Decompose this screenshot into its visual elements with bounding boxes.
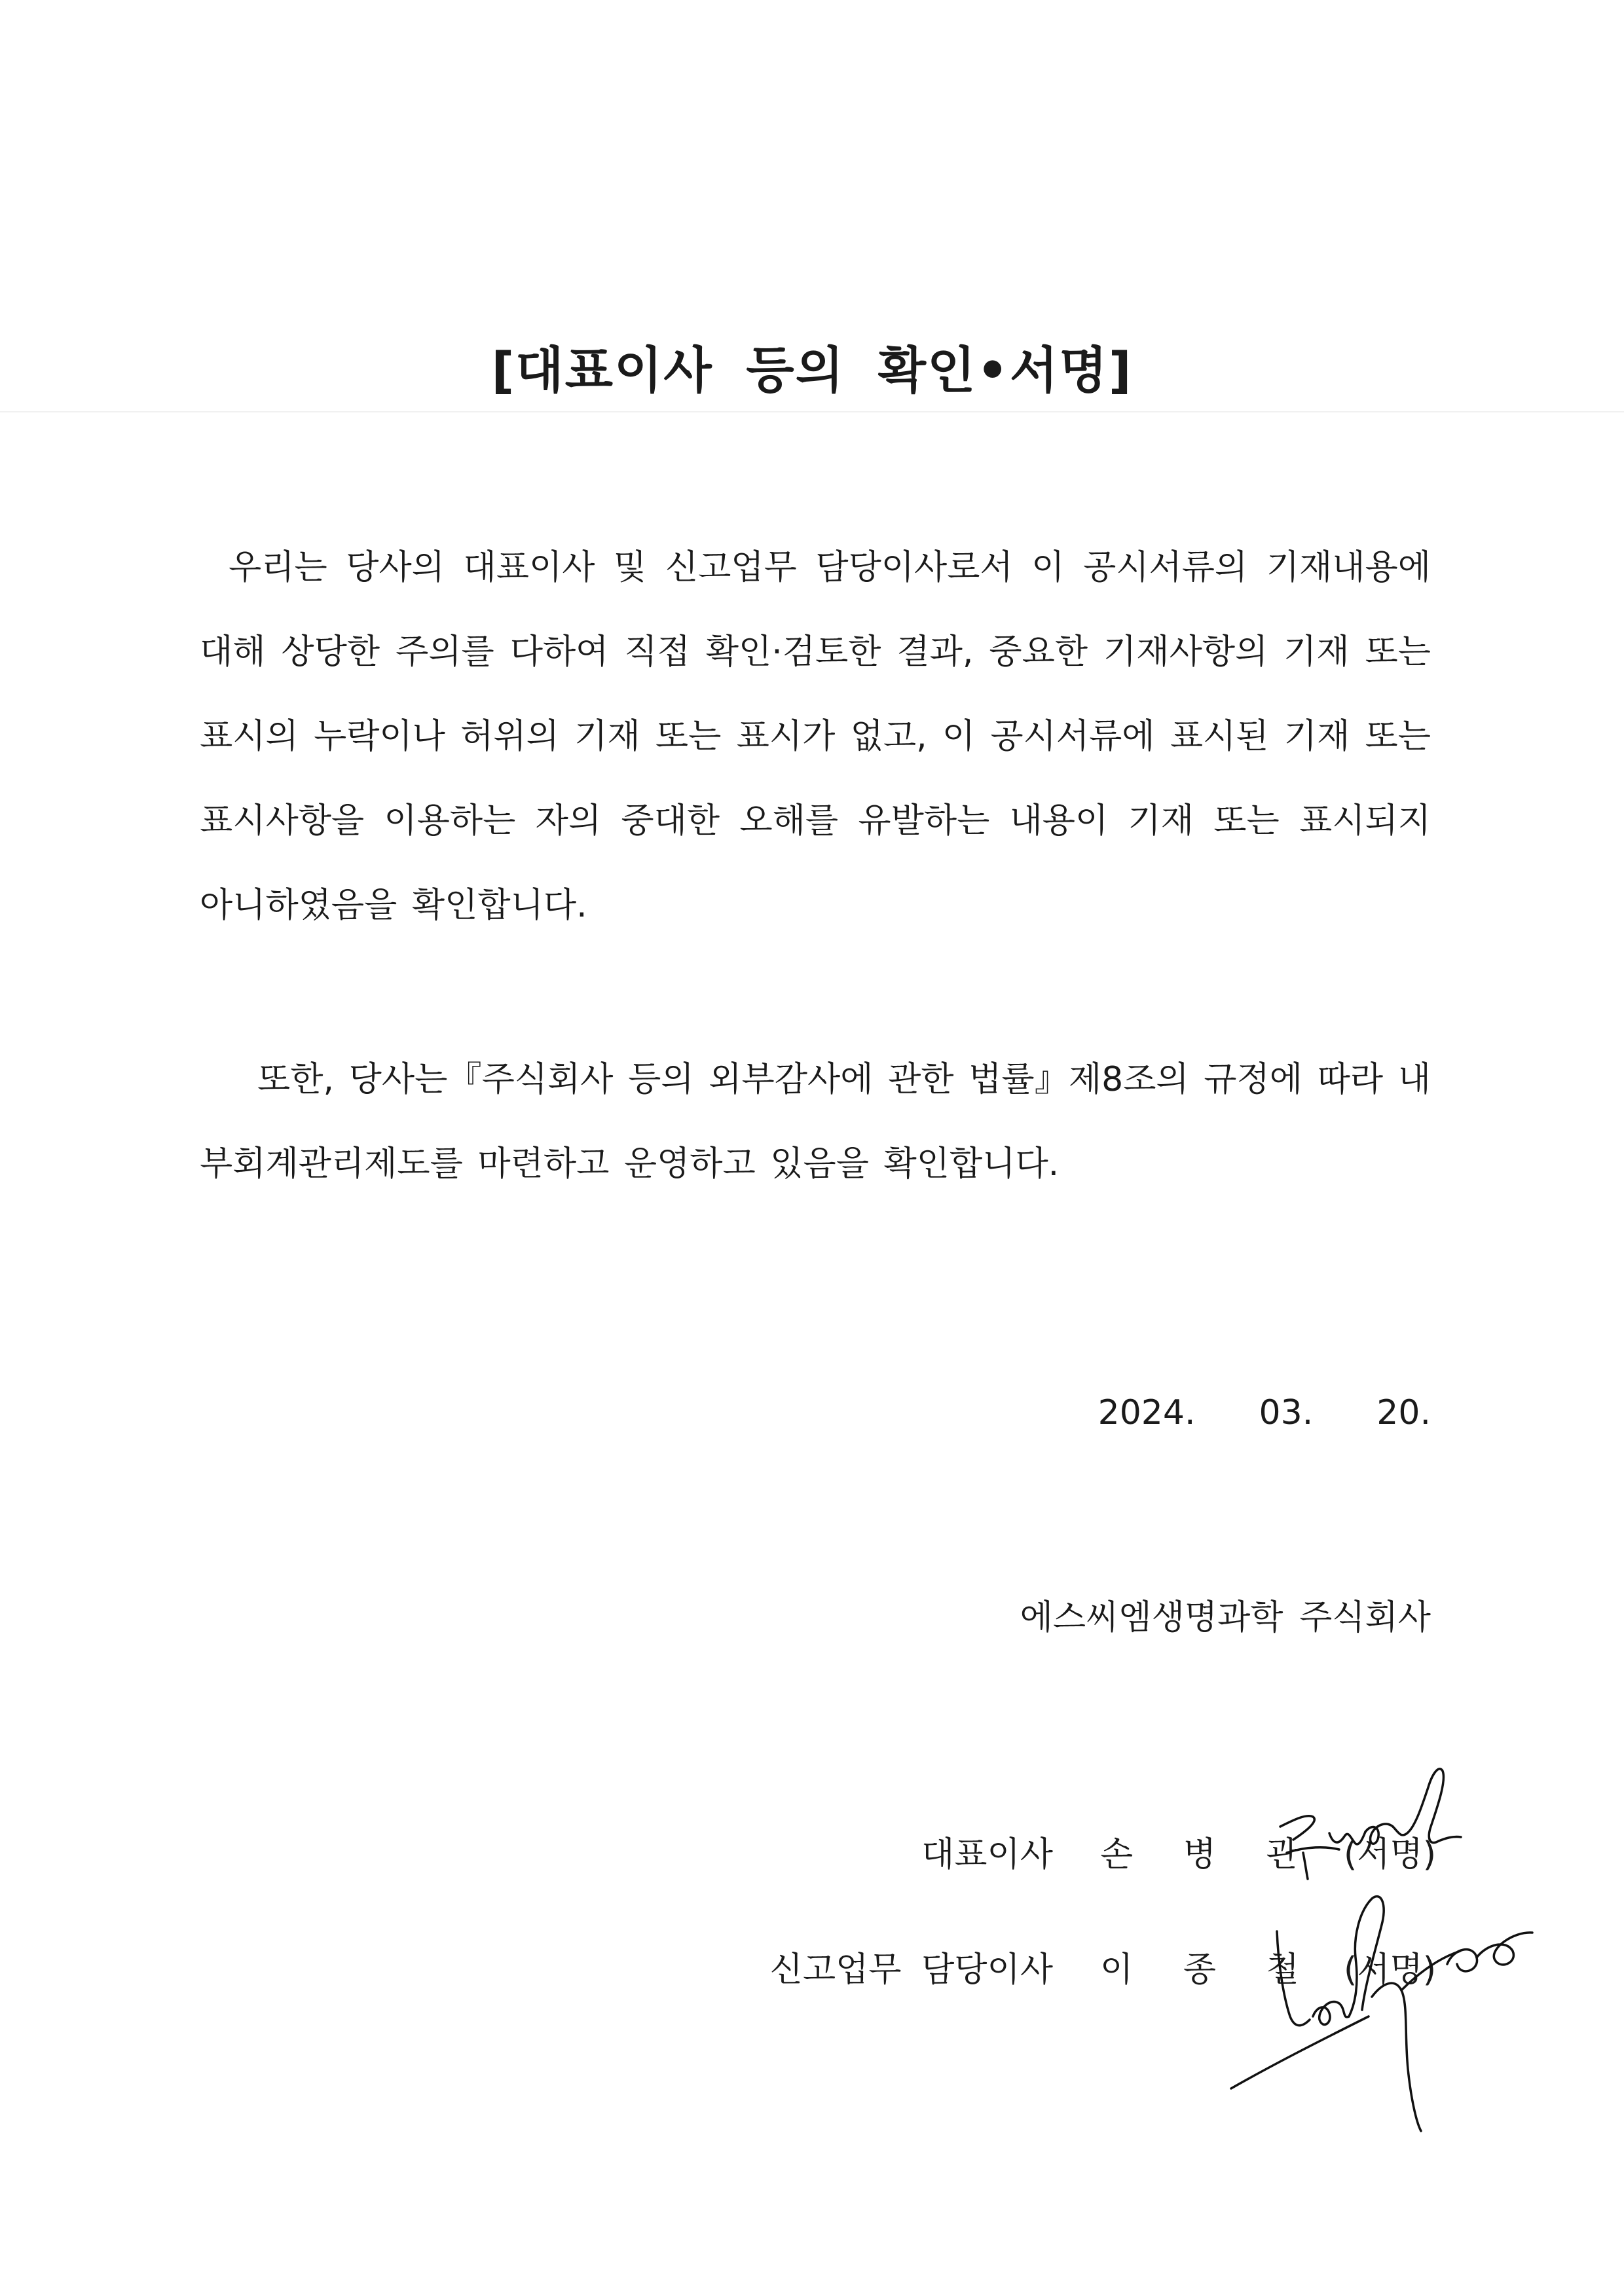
internal-control-paragraph: 또한, 당사는『주식회사 등의 외부감사에 관한 법률』제8조의 규정에 따라 내부회계관리제도를 마련하고 운영하고 있음을 확인합니다. bbox=[200, 1060, 1431, 1184]
scan-fold-line bbox=[0, 411, 1624, 412]
disclosure-director-role-label: 신고업무 담당이사 bbox=[769, 1950, 1053, 1990]
ceo-role-label: 대표이사 bbox=[921, 1835, 1053, 1874]
ceo-handwritten-signature bbox=[1267, 1755, 1483, 1892]
disclosure-director-name: 이 종 철 bbox=[1100, 1950, 1319, 1990]
confirmation-paragraph: 우리는 당사의 대표이사 및 신고업무 담당이사로서 이 공시서류의 기재내용에 대해 상당한 주의를 다하여 직접 확인·검토한 결과, 중요한 기재사항의 기재 또는 표시의 누락이나 허위의 기재 또는 표시가 없고, 이 공시서류에 표시된 기재 또는 표시사항을 이용하는 자의 중대한 오해를 유발하는 내용이 기재 또는 표시되지 아니하였음을 확인합니다. bbox=[200, 548, 1431, 925]
document-date: 2024. 03. 20. bbox=[1098, 1393, 1431, 1432]
ceo-signature-label: (서명) bbox=[1344, 1835, 1437, 1874]
disclosure-director-handwritten-signature bbox=[1225, 1886, 1565, 2134]
document-title: [대표이사 등의 확인•서명] bbox=[491, 341, 1133, 399]
company-name: 에스씨엠생명과학 주식회사 bbox=[1020, 1598, 1431, 1637]
disclosure-director-signature-label: (서명) bbox=[1344, 1950, 1437, 1990]
ceo-name: 손 병 관 bbox=[1100, 1835, 1319, 1874]
